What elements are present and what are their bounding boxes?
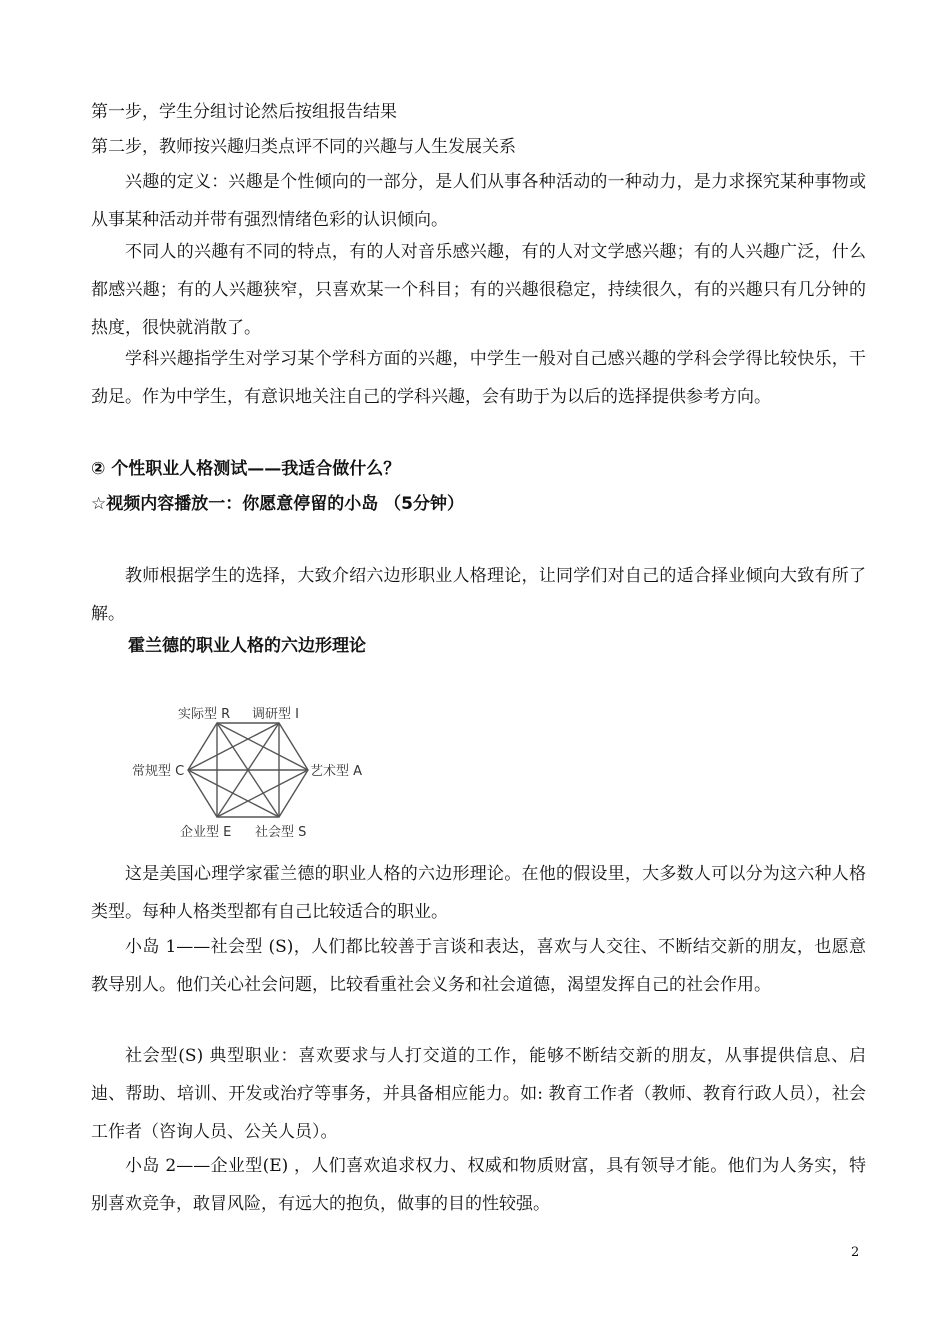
diagonal-r-a: [217, 723, 308, 770]
personality-test-heading: ② 个性职业人格测试——我适合做什么？: [91, 459, 401, 479]
label-artistic: 艺术型 A: [310, 764, 363, 779]
island-two-paragraph: 小岛 2——企业型(E) ，人们喜欢追求权力、权威和物质财富，具有领导才能。他们为人务实，特别喜欢竞争，敢冒风险，有远大的抱负，做事的目的性较强。: [91, 1156, 866, 1214]
video-heading: ☆视频内容播放一：你愿意停留的小岛 （5分钟）: [91, 494, 464, 514]
label-investigative: 调研型 I: [252, 707, 299, 722]
diagonal-i-c: [188, 723, 279, 770]
hexagon-lines: [188, 723, 308, 817]
island-one-paragraph: 小岛 1——社会型 (S)，人们都比较善于言谈和表达，喜欢与人交往、不断结交新的朋友，也愿意教导别人。他们关心社会问题，比较看重社会义务和社会道德，渴望发挥自己的社会作用。: [91, 937, 866, 995]
interest-differences-paragraph: 不同人的兴趣有不同的特点，有的人对音乐感兴趣，有的人对文学感兴趣；有的人兴趣广泛，什么都感兴趣；有的人兴趣狭窄，只喜欢某一个科目；有的兴趣很稳定，持续很久，有的兴趣只有几分钟的热度，很快就消散了。: [91, 242, 866, 338]
interest-definition-paragraph: 兴趣的定义：兴趣是个性倾向的一部分，是人们从事各种活动的一种动力，是力求探究某种事物或从事某种活动并带有强烈情绪色彩的认识倾向。: [91, 172, 866, 230]
diagonal-c-s: [188, 770, 279, 817]
holland-hexagon-diagram: [128, 690, 388, 850]
label-social: 社会型 S: [255, 825, 307, 840]
subject-interest-paragraph: 学科兴趣指学生对学习某个学科方面的兴趣，中学生一般对自己感兴趣的学科会学得比较快乐，干劲足。作为中学生，有意识地关注自己的学科兴趣，会有助于为以后的选择提供参考方向。: [91, 349, 866, 407]
page-number: 2: [851, 1245, 860, 1260]
label-realistic: 实际型 R: [178, 707, 231, 722]
social-type-jobs-paragraph: 社会型(S) 典型职业：喜欢要求与人打交道的工作，能够不断结交新的朋友，从事提供信息、启迪、帮助、培训、开发或治疗等事务，并具备相应能力。如: 教育工作者（教师、教育行政人员），社会工作者（咨询人员、公关人员）。: [91, 1046, 866, 1142]
diagonal-a-e: [217, 770, 308, 817]
teacher-intro-paragraph: 教师根据学生的选择，大致介绍六边形职业人格理论，让同学们对自己的适合择业倾向大致有所了解。: [91, 566, 866, 624]
hexagon-theory-heading: 霍兰德的职业人格的六边形理论: [128, 636, 366, 656]
label-enterprising: 企业型 E: [180, 825, 232, 840]
step-two-text: 第二步，教师按兴趣归类点评不同的兴趣与人生发展关系: [91, 137, 516, 157]
label-conventional: 常规型 C: [132, 764, 185, 779]
theory-description-paragraph: 这是美国心理学家霍兰德的职业人格的六边形理论。在他的假设里，大多数人可以分为这六种人格类型。每种人格类型都有自己比较适合的职业。: [91, 864, 866, 922]
step-one-text: 第一步，学生分组讨论然后按组报告结果: [91, 102, 397, 122]
